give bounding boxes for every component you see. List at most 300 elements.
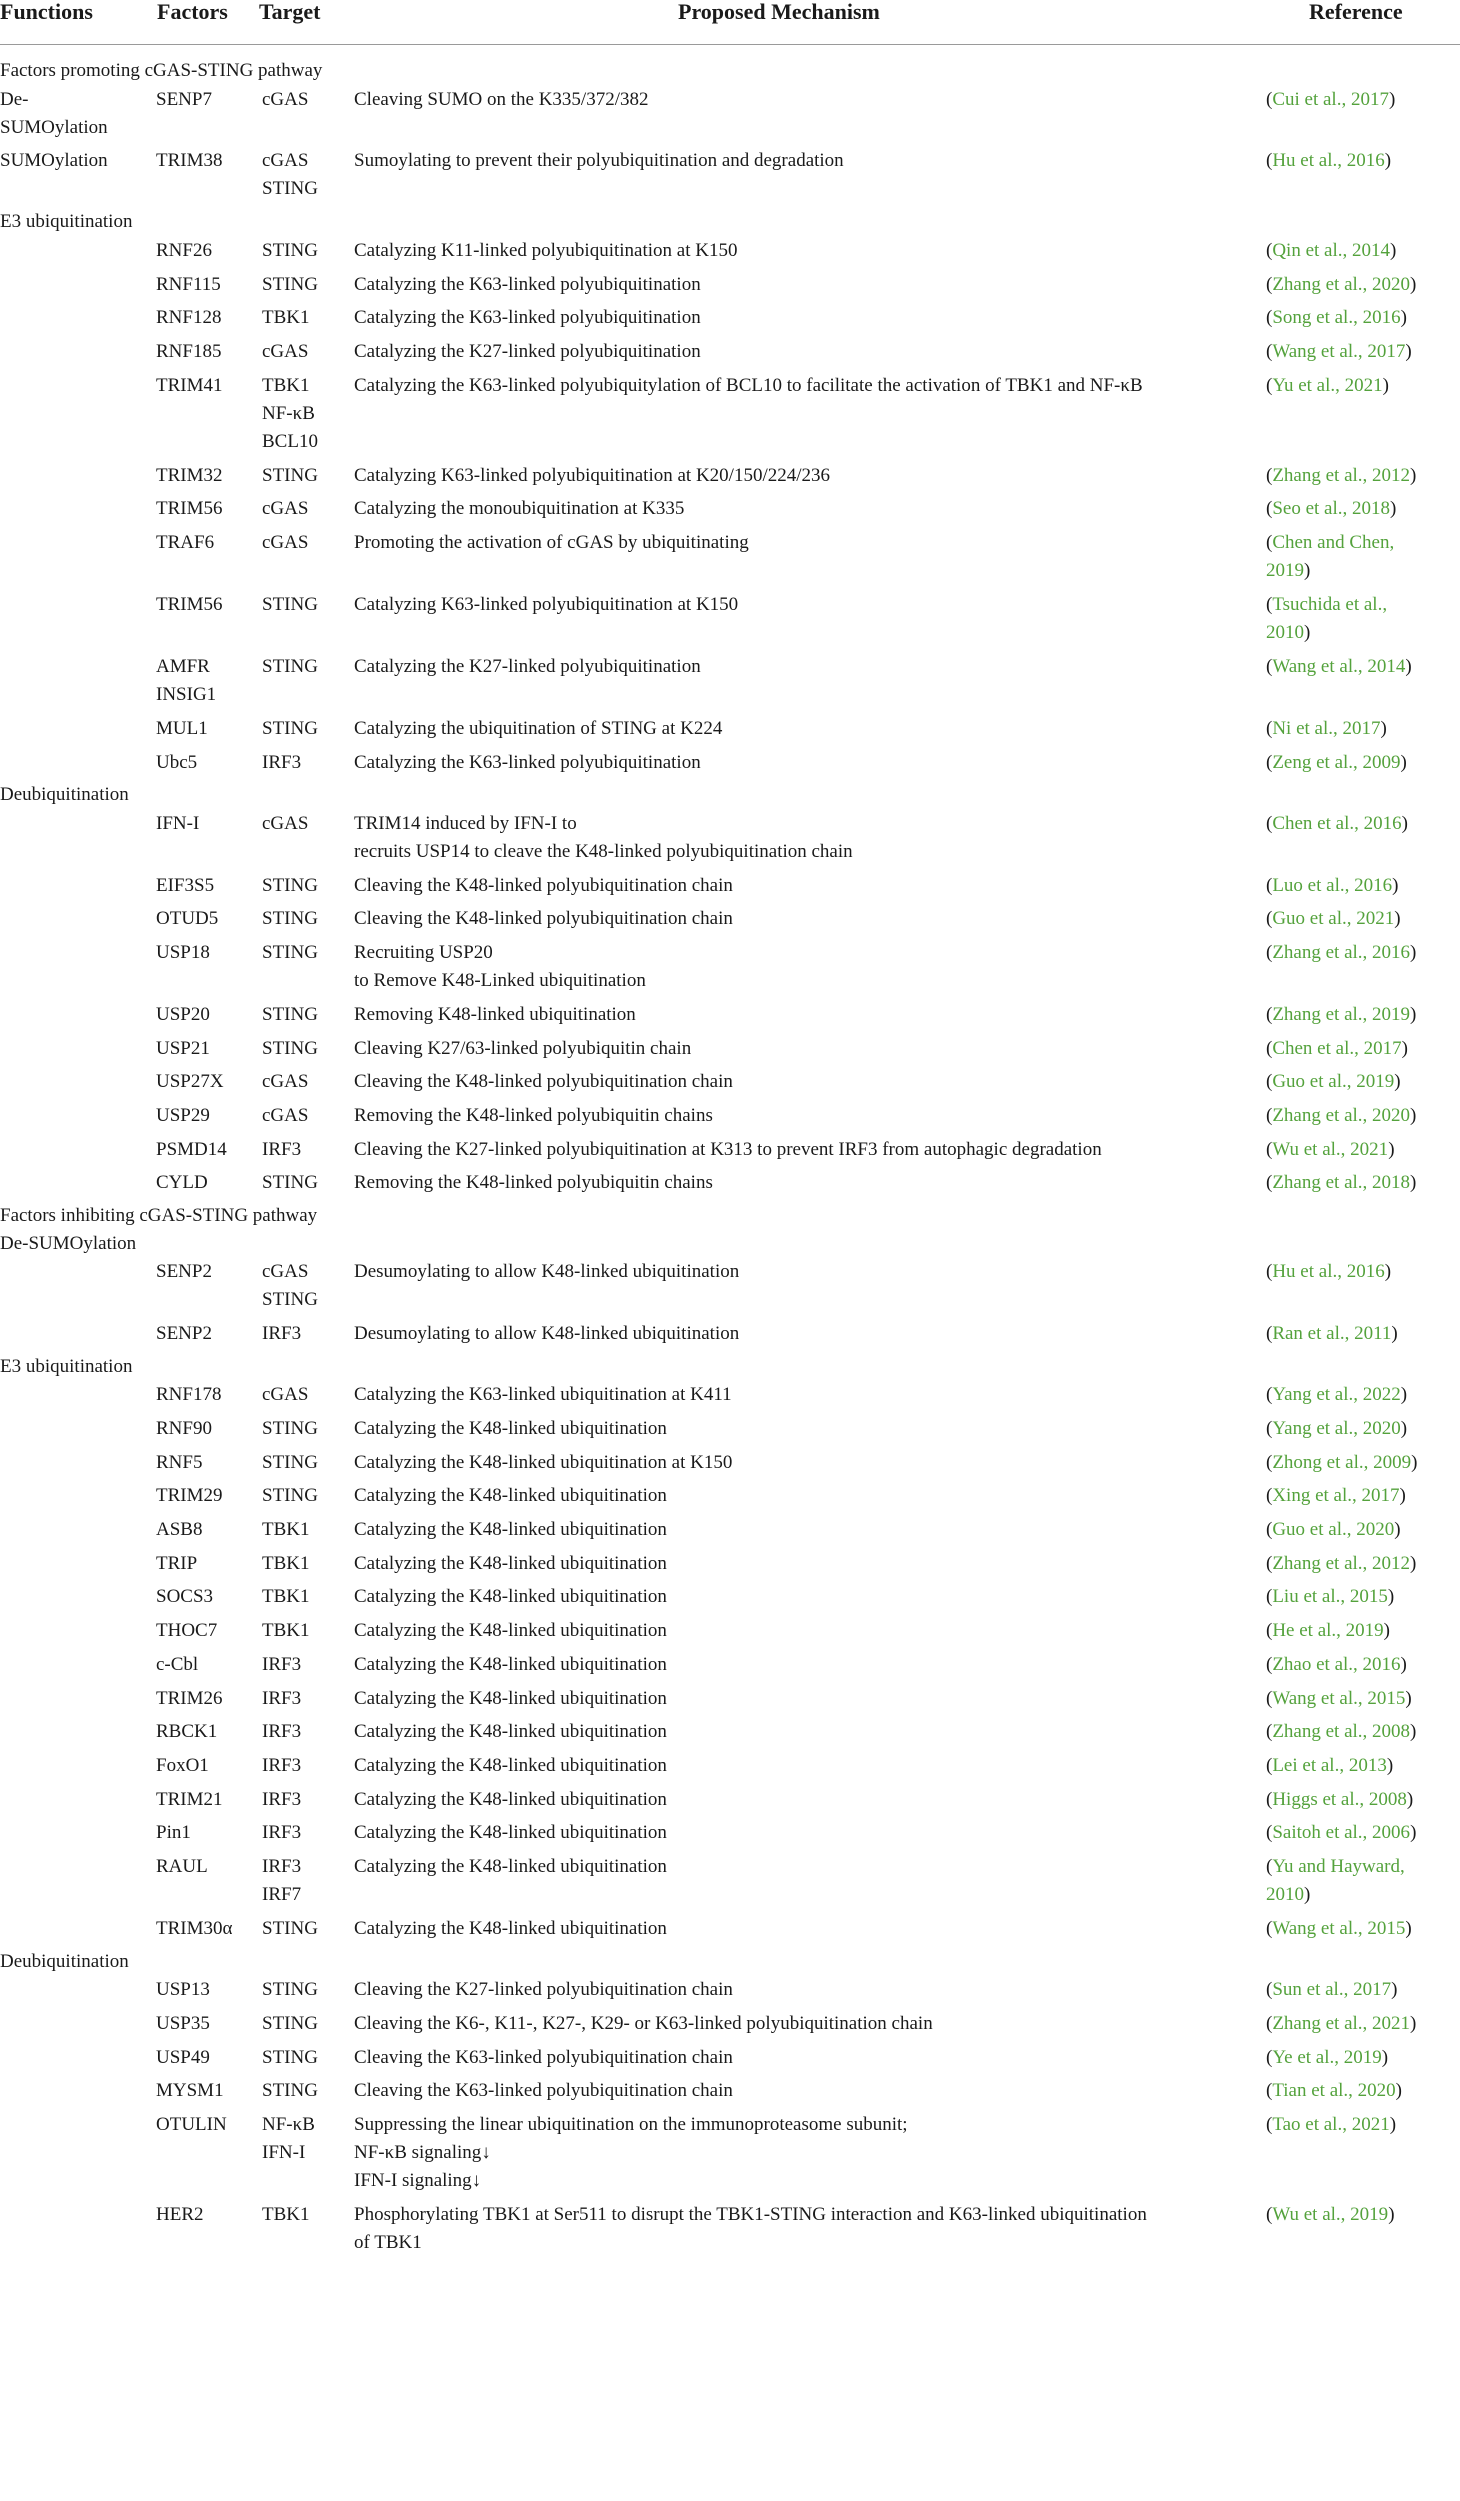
cell-line: STING: [262, 942, 318, 963]
table-row: [0, 1136, 1460, 1164]
cell-line: Catalyzing the K48-linked ubiquitination: [354, 1687, 667, 1709]
mechanism-cell: [354, 2010, 1254, 2038]
cell-line: FoxO1: [156, 1754, 209, 1776]
cell-line: Catalyzing the K27-linked polyubiquitination: [354, 655, 701, 677]
cell-line: cGAS: [262, 1384, 309, 1406]
mechanism-cell: [354, 1617, 1254, 1645]
target-cell: [262, 304, 347, 332]
cell-line: Catalyzing the K48-linked ubiquitination: [354, 1788, 667, 1810]
target-cell: [262, 1001, 347, 1029]
target-cell: [262, 1258, 347, 1314]
cell-line: BCL10: [262, 430, 318, 452]
reference-link[interactable]: Wang et al., 2014: [1272, 655, 1406, 677]
mechanism-cell: [354, 1102, 1254, 1130]
reference-link[interactable]: Zhang et al., 2020: [1272, 273, 1411, 295]
reference-link[interactable]: Chen and Chen,: [1272, 532, 1395, 554]
cell-line: USP20: [156, 1003, 210, 1025]
factor-cell: [156, 1516, 256, 1544]
reference-line: (Zhang et al., 2016): [1266, 942, 1417, 963]
target-cell: [262, 905, 347, 933]
cell-line: SUMOylation: [0, 150, 108, 172]
cell-line: HER2: [156, 2204, 204, 2225]
reference-cell: [1266, 495, 1460, 523]
reference-link[interactable]: Wang et al., 2017: [1272, 340, 1406, 362]
reference-link[interactable]: Zhang et al., 2021: [1272, 2012, 1411, 2034]
target-cell: [262, 2010, 347, 2038]
mechanism-cell: [354, 1550, 1254, 1578]
cell-line: to Remove K48-Linked ubiquitination: [354, 970, 646, 991]
table-row: [0, 2201, 1460, 2257]
reference-line: (Hu et al., 2016): [1266, 1261, 1392, 1283]
cell-line: STING: [262, 178, 318, 200]
cell-line: cGAS: [262, 340, 309, 362]
table-row: [0, 939, 1460, 995]
table-row: [0, 1449, 1460, 1477]
reference-link[interactable]: Ye et al., 2019: [1272, 2046, 1382, 2068]
reference-cell: [1266, 1482, 1460, 1510]
factor-cell: [156, 1449, 256, 1477]
cell-line: TRIM30α: [156, 1917, 233, 1939]
reference-cell: [1266, 1685, 1460, 1713]
cell-line: CYLD: [156, 1172, 208, 1194]
reference-link[interactable]: 2010: [1266, 1884, 1304, 1905]
table-row: [0, 715, 1460, 743]
cell-line: NF-κB signaling↓: [354, 2141, 491, 2163]
cell-line: USP13: [156, 1979, 210, 2001]
reference-link[interactable]: Saitoh et al., 2006: [1272, 1822, 1411, 1844]
table-row: [0, 147, 1460, 203]
mechanism-cell: [354, 1415, 1254, 1443]
reference-cell: [1266, 529, 1460, 585]
factor-cell: [156, 749, 256, 777]
factor-cell: [156, 2010, 256, 2038]
cell-line: STING: [262, 717, 318, 739]
reference-link[interactable]: Cui et al., 2017: [1272, 88, 1389, 110]
table-row: [0, 2044, 1460, 2072]
cell-line: Phosphorylating TBK1 at Ser511 to disrupt the TBK1-STING interaction and K63-linked ubiquitination: [354, 2204, 1147, 2225]
cell-line: IRF3: [262, 1721, 302, 1743]
reference-line: (Tsuchida et al.,: [1266, 594, 1388, 615]
factor-cell: [156, 810, 256, 838]
reference-link[interactable]: Higgs et al., 2008: [1272, 1788, 1407, 1810]
target-cell: [262, 1169, 347, 1197]
reference-link[interactable]: Wu et al., 2019: [1272, 2204, 1389, 2225]
factor-cell: [156, 271, 256, 299]
cell-line: STING: [262, 1451, 318, 1473]
reference-cell: [1266, 2010, 1460, 2038]
cell-line: Sumoylating to prevent their polyubiquitination and degradation: [354, 150, 844, 172]
reference-link[interactable]: Lei et al., 2013: [1272, 1754, 1387, 1776]
target-cell: [262, 2044, 347, 2072]
mechanism-cell: [354, 462, 1254, 490]
cell-line: TRIM41: [156, 374, 223, 396]
mechanism-cell: [354, 1258, 1254, 1286]
cell-line: EIF3S5: [156, 874, 215, 896]
reference-link[interactable]: 2010: [1266, 622, 1304, 643]
cell-line: Cleaving the K63-linked polyubiquitination chain: [354, 2046, 733, 2068]
cell-line: Desumoylating to allow K48-linked ubiquitination: [354, 1323, 740, 1344]
reference-line: (Zhang et al., 2012): [1266, 1552, 1417, 1574]
factor-cell: [156, 1258, 256, 1286]
reference-line: (Wang et al., 2015): [1266, 1917, 1412, 1939]
factor-cell: [156, 1685, 256, 1713]
cell-line: STING: [262, 2012, 318, 2034]
reference-link[interactable]: Wang et al., 2015: [1272, 1687, 1406, 1709]
reference-link[interactable]: Chen et al., 2016: [1272, 812, 1402, 834]
reference-cell: [1266, 1258, 1460, 1286]
cell-line: TBK1: [262, 2204, 310, 2225]
mechanism-cell: [354, 304, 1254, 332]
cell-line: TRIM29: [156, 1485, 223, 1507]
reference-link[interactable]: Chen et al., 2017: [1272, 1037, 1402, 1059]
cell-line: recruits USP14 to cleave the K48-linked polyubiquitination chain: [354, 840, 853, 862]
cell-line: IRF3: [262, 1754, 302, 1776]
reference-cell: [1266, 939, 1460, 967]
reference-line: (Sun et al., 2017): [1266, 1979, 1398, 2001]
reference-link[interactable]: Tian et al., 2020: [1272, 2080, 1396, 2102]
reference-line: (Saitoh et al., 2006): [1266, 1822, 1417, 1844]
table-row: [0, 1258, 1460, 1314]
cell-line: IRF3: [262, 1856, 302, 1877]
cell-line: Suppressing the linear ubiquitination on the immunoproteasome subunit;: [354, 2113, 908, 2135]
mechanism-cell: [354, 2077, 1254, 2105]
reference-cell: [1266, 1752, 1460, 1780]
cell-line: RBCK1: [156, 1721, 218, 1743]
cell-line: MYSM1: [156, 2080, 224, 2102]
mechanism-cell: [354, 2044, 1254, 2072]
reference-line: (Tian et al., 2020): [1266, 2080, 1402, 2102]
reference-cell: [1266, 1786, 1460, 1814]
cell-line: STING: [262, 874, 318, 896]
cell-line: TRAF6: [156, 532, 215, 554]
cell-line: Catalyzing the K48-linked ubiquitination: [354, 1417, 667, 1439]
cell-line: STING: [262, 464, 318, 486]
cell-line: USP35: [156, 2012, 210, 2034]
factor-cell: [156, 86, 256, 114]
table-row: [0, 1381, 1460, 1409]
cell-line: Catalyzing the ubiquitination of STING at K224: [354, 717, 723, 739]
reference-line: (Chen et al., 2017): [1266, 1037, 1408, 1059]
cell-line: OTUD5: [156, 908, 219, 930]
table-row: [0, 86, 1460, 142]
reference-link[interactable]: Zhang et al., 2016: [1272, 942, 1411, 963]
mechanism-cell: [354, 810, 1254, 866]
reference-cell: [1266, 591, 1460, 647]
reference-link[interactable]: Guo et al., 2019: [1272, 1071, 1395, 1093]
reference-cell: [1266, 304, 1460, 332]
section-heading: Deubiquitination: [0, 784, 129, 806]
reference-link[interactable]: Zeng et al., 2009: [1272, 751, 1401, 773]
cell-line: Catalyzing the K48-linked ubiquitination: [354, 1519, 667, 1540]
reference-link[interactable]: Xing et al., 2017: [1272, 1485, 1400, 1507]
cell-line: Catalyzing the K27-linked polyubiquitination: [354, 340, 701, 362]
table-row: [0, 1516, 1460, 1544]
cell-line: Catalyzing the K48-linked ubiquitination: [354, 1586, 667, 1608]
reference-cell: [1266, 653, 1460, 681]
cell-line: IRF3: [262, 1687, 302, 1709]
mechanism-cell: [354, 1068, 1254, 1096]
reference-cell: [1266, 2077, 1460, 2105]
cell-line: USP49: [156, 2046, 210, 2068]
reference-line: (Wang et al., 2014): [1266, 655, 1412, 677]
reference-line: 2010): [1266, 622, 1311, 643]
mechanism-cell: [354, 372, 1254, 400]
cell-line: TBK1: [262, 1552, 310, 1574]
cell-line: USP29: [156, 1105, 210, 1126]
reference-line: (Zhang et al., 2018): [1266, 1172, 1417, 1194]
reference-line: (Zhang et al., 2020): [1266, 1105, 1417, 1126]
reference-link[interactable]: Yang et al., 2022: [1272, 1384, 1401, 1406]
cell-line: Catalyzing the K48-linked ubiquitination: [354, 1620, 667, 1642]
mechanism-cell: [354, 1482, 1254, 1510]
reference-cell: [1266, 1381, 1460, 1409]
reference-line: (Seo et al., 2018): [1266, 498, 1397, 520]
mechanism-cell: [354, 939, 1254, 995]
reference-cell: [1266, 905, 1460, 933]
target-cell: [262, 1516, 347, 1544]
cell-line: TBK1: [262, 1586, 310, 1608]
reference-line: (Xing et al., 2017): [1266, 1485, 1406, 1507]
target-cell: [262, 147, 347, 203]
reference-line: (Yu and Hayward,: [1266, 1856, 1405, 1877]
table-row: [0, 1617, 1460, 1645]
target-cell: [262, 1583, 347, 1611]
cell-line: TRIM32: [156, 464, 223, 486]
mechanism-cell: [354, 1786, 1254, 1814]
reference-link[interactable]: Zhang et al., 2020: [1272, 1105, 1411, 1126]
factor-cell: [156, 1550, 256, 1578]
reference-line: (Higgs et al., 2008): [1266, 1788, 1414, 1810]
cell-line: IRF3: [262, 1653, 302, 1675]
cell-line: STING: [262, 1289, 318, 1311]
factor-cell: [156, 591, 256, 619]
reference-link[interactable]: Guo et al., 2021: [1272, 908, 1395, 930]
mechanism-cell: [354, 715, 1254, 743]
reference-link[interactable]: Song et al., 2016: [1272, 307, 1401, 329]
target-cell: [262, 1651, 347, 1679]
table-row: [0, 1752, 1460, 1780]
mechanism-cell: [354, 271, 1254, 299]
mechanism-cell: [354, 749, 1254, 777]
target-cell: [262, 810, 347, 838]
target-cell: [262, 939, 347, 967]
target-cell: [262, 1718, 347, 1746]
cell-line: Cleaving the K48-linked polyubiquitination chain: [354, 874, 733, 896]
cell-line: STING: [262, 1485, 318, 1507]
target-cell: [262, 1136, 347, 1164]
table-row: [0, 237, 1460, 265]
reference-link[interactable]: Zhang et al., 2012: [1272, 1552, 1411, 1574]
table-row: [0, 1819, 1460, 1847]
target-cell: [262, 1915, 347, 1943]
table-row: [0, 1102, 1460, 1130]
cell-line: IRF3: [262, 1138, 302, 1160]
cell-line: Cleaving K27/63-linked polyubiquitin chain: [354, 1037, 692, 1059]
reference-link[interactable]: Luo et al., 2016: [1272, 874, 1393, 896]
cell-line: RNF128: [156, 307, 222, 329]
reference-line: (Song et al., 2016): [1266, 307, 1407, 329]
factor-cell: [156, 2044, 256, 2072]
reference-link[interactable]: Zhang et al., 2012: [1272, 464, 1411, 486]
cell-line: SENP2: [156, 1323, 212, 1344]
table-row: [0, 1001, 1460, 1029]
cell-line: RNF178: [156, 1384, 222, 1406]
reference-cell: [1266, 1718, 1460, 1746]
reference-line: (Zhong et al., 2009): [1266, 1451, 1418, 1473]
reference-link[interactable]: Wang et al., 2015: [1272, 1917, 1406, 1939]
cell-line: PSMD14: [156, 1138, 227, 1160]
reference-link[interactable]: Tsuchida et al.,: [1272, 594, 1388, 615]
reference-cell: [1266, 1516, 1460, 1544]
cell-line: Catalyzing the K63-linked polyubiquitylation of BCL10 to facilitate the activation of TBK1 and NF-κB: [354, 374, 1143, 396]
target-cell: [262, 495, 347, 523]
factor-cell: [156, 2201, 256, 2229]
cell-line: TRIM38: [156, 150, 223, 172]
table-row: [0, 1320, 1460, 1348]
cell-line: STING: [262, 1417, 318, 1439]
reference-link[interactable]: Guo et al., 2020: [1272, 1519, 1395, 1540]
reference-cell: [1266, 1550, 1460, 1578]
cell-line: Catalyzing the K63-linked polyubiquitination: [354, 273, 701, 295]
factor-cell: [156, 1976, 256, 2004]
cell-line: SENP2: [156, 1261, 212, 1283]
section-heading: Factors promoting cGAS-STING pathway: [0, 60, 323, 81]
reference-link[interactable]: Zhong et al., 2009: [1272, 1451, 1412, 1473]
factor-cell: [156, 1583, 256, 1611]
cell-line: OTULIN: [156, 2113, 227, 2135]
mechanism-cell: [354, 591, 1254, 619]
target-cell: [262, 749, 347, 777]
mechanism-cell: [354, 1583, 1254, 1611]
factor-cell: [156, 1136, 256, 1164]
mechanism-cell: [354, 1651, 1254, 1679]
table-row: [0, 1685, 1460, 1713]
section-heading: De-SUMOylation: [0, 1232, 137, 1254]
cell-line: TBK1: [262, 1620, 310, 1642]
factor-cell: [156, 2111, 256, 2139]
cell-line: Pin1: [156, 1822, 191, 1844]
factor-cell: [156, 2077, 256, 2105]
reference-link[interactable]: Zhang et al., 2018: [1272, 1172, 1411, 1194]
mechanism-cell: [354, 2111, 1254, 2195]
cell-line: De-: [0, 88, 29, 110]
reference-line: (Zhang et al., 2020): [1266, 273, 1417, 295]
reference-line: (Lei et al., 2013): [1266, 1754, 1394, 1776]
reference-cell: [1266, 1853, 1460, 1909]
reference-line: (Zhao et al., 2016): [1266, 1653, 1407, 1675]
factor-cell: [156, 715, 256, 743]
reference-cell: [1266, 1976, 1460, 2004]
factor-cell: [156, 1169, 256, 1197]
cell-line: Catalyzing the K63-linked polyubiquitination: [354, 751, 701, 773]
reference-link[interactable]: Yang et al., 2020: [1272, 1417, 1401, 1439]
reference-link[interactable]: Wu et al., 2021: [1272, 1138, 1389, 1160]
reference-line: (Ran et al., 2011): [1266, 1323, 1398, 1344]
table-row: [0, 1976, 1460, 2004]
cell-line: NF-κB: [262, 402, 315, 424]
table-row: [0, 372, 1460, 457]
reference-line: (Wu et al., 2021): [1266, 1138, 1395, 1160]
cell-line: TRIM14 induced by IFN-I to: [354, 812, 577, 834]
mechanism-cell: [354, 1169, 1254, 1197]
target-cell: [262, 1035, 347, 1063]
cell-line: Cleaving the K27-linked polyubiquitination chain: [354, 1979, 733, 2001]
cell-line: Removing K48-linked ubiquitination: [354, 1003, 636, 1025]
factor-cell: [156, 1915, 256, 1943]
table-row: [0, 1068, 1460, 1096]
cell-line: Catalyzing the K48-linked ubiquitination: [354, 1721, 667, 1743]
cell-line: IFN-I: [156, 812, 200, 834]
header-reference: Reference: [1309, 0, 1403, 24]
cell-line: Catalyzing K63-linked polyubiquitination at K20/150/224/236: [354, 464, 831, 486]
reference-line: 2019): [1266, 560, 1311, 582]
table-row: [0, 1482, 1460, 1510]
factor-cell: [156, 529, 256, 557]
table-row: [0, 2111, 1460, 2196]
reference-cell: [1266, 1035, 1460, 1063]
factor-cell: [156, 1415, 256, 1443]
reference-link[interactable]: Sun et al., 2017: [1272, 1979, 1392, 2001]
reference-link[interactable]: Yu et al., 2021: [1272, 374, 1383, 396]
cell-line: Catalyzing K11-linked polyubiquitination at K150: [354, 239, 738, 261]
reference-link[interactable]: Liu et al., 2015: [1272, 1586, 1388, 1608]
reference-cell: [1266, 1583, 1460, 1611]
mechanism-cell: [354, 1819, 1254, 1847]
section-heading: E3 ubiquitination: [0, 211, 133, 233]
cell-line: Catalyzing the K63-linked ubiquitination at K411: [354, 1384, 732, 1406]
reference-link[interactable]: Zhang et al., 2008: [1272, 1721, 1411, 1743]
reference-line: (Zeng et al., 2009): [1266, 751, 1407, 773]
reference-cell: [1266, 2201, 1460, 2229]
target-cell: [262, 1415, 347, 1443]
reference-link[interactable]: Tao et al., 2021: [1272, 2113, 1390, 2135]
cell-line: cGAS: [262, 812, 309, 834]
reference-link[interactable]: Ni et al., 2017: [1272, 717, 1381, 739]
reference-link[interactable]: Zhao et al., 2016: [1272, 1653, 1401, 1675]
target-cell: [262, 2111, 347, 2167]
cell-line: Catalyzing the K63-linked polyubiquitination: [354, 307, 701, 329]
target-cell: [262, 271, 347, 299]
reference-link[interactable]: 2019: [1266, 560, 1304, 582]
mechanism-cell: [354, 1718, 1254, 1746]
reference-link[interactable]: Yu and Hayward,: [1272, 1856, 1405, 1877]
target-cell: [262, 462, 347, 490]
cell-line: Ubc5: [156, 751, 198, 773]
factor-cell: [156, 147, 256, 175]
reference-link[interactable]: Ran et al., 2011: [1272, 1323, 1392, 1344]
cell-line: TRIM56: [156, 594, 223, 615]
reference-cell: [1266, 1915, 1460, 1943]
reference-cell: [1266, 1102, 1460, 1130]
reference-link[interactable]: Hu et al., 2016: [1272, 150, 1385, 172]
reference-link[interactable]: He et al., 2019: [1272, 1620, 1384, 1642]
reference-cell: [1266, 715, 1460, 743]
mechanism-cell: [354, 872, 1254, 900]
cell-line: STING: [262, 239, 318, 261]
target-cell: [262, 1068, 347, 1096]
cell-line: Cleaving the K6-, K11-, K27-, K29- or K63-linked polyubiquitination chain: [354, 2012, 933, 2034]
target-cell: [262, 1550, 347, 1578]
cell-line: RNF115: [156, 273, 221, 295]
factor-cell: [156, 905, 256, 933]
reference-line: (Hu et al., 2016): [1266, 150, 1392, 172]
reference-link[interactable]: Seo et al., 2018: [1272, 498, 1391, 520]
cell-line: RNF185: [156, 340, 222, 362]
reference-link[interactable]: Qin et al., 2014: [1272, 239, 1391, 261]
target-cell: [262, 1752, 347, 1780]
reference-link[interactable]: Hu et al., 2016: [1272, 1261, 1385, 1283]
reference-link[interactable]: Zhang et al., 2019: [1272, 1003, 1411, 1025]
